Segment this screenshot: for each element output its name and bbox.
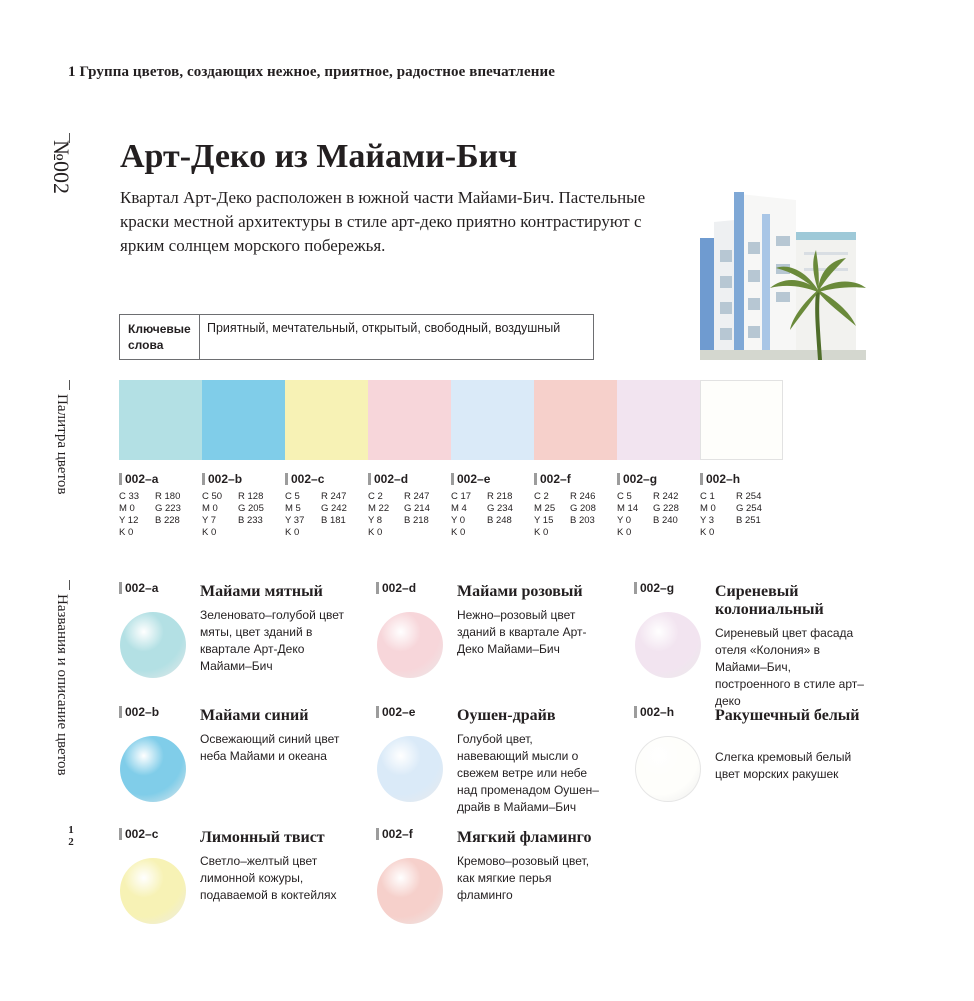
cmyk-value: K 0 bbox=[700, 527, 715, 538]
rgb-value: B 218 bbox=[404, 515, 429, 526]
color-code-text: 002–h bbox=[706, 472, 741, 486]
cmyk-value: C 17 bbox=[451, 491, 472, 502]
side-divider bbox=[69, 380, 70, 390]
cmyk-values bbox=[119, 491, 155, 539]
code-marker bbox=[119, 706, 122, 718]
color-code bbox=[700, 472, 783, 486]
code-marker bbox=[119, 828, 122, 840]
color-description: Сиреневый цвет фасада отеля «Колония» в Майами–Бич, построенного в стиле арт–деко bbox=[715, 626, 864, 708]
cmyk-value: M 5 bbox=[285, 503, 301, 514]
cmyk-value: Y 8 bbox=[368, 515, 383, 526]
rgb-value: R 247 bbox=[404, 491, 430, 502]
color-code bbox=[617, 472, 700, 486]
color-name: Майами розовый bbox=[457, 583, 583, 600]
cmyk-value: C 33 bbox=[119, 491, 140, 502]
color-code bbox=[534, 472, 617, 486]
color-values bbox=[368, 491, 451, 539]
color-code bbox=[119, 827, 199, 841]
swatch-002-g bbox=[617, 380, 700, 460]
color-code-text: 002–c bbox=[291, 472, 325, 486]
color-code bbox=[451, 472, 534, 486]
color-values bbox=[202, 491, 285, 539]
code-marker bbox=[368, 473, 371, 485]
color-sphere-icon bbox=[635, 736, 701, 802]
color-values bbox=[700, 491, 783, 539]
code-marker bbox=[119, 582, 122, 594]
cmyk-value: M 0 bbox=[202, 503, 218, 514]
keywords-value: Приятный, мечтательный, открытый, свободный, воздушный bbox=[207, 321, 561, 335]
color-sphere-icon bbox=[377, 736, 443, 802]
page-number-2: 2 bbox=[68, 836, 74, 848]
rgb-values bbox=[404, 491, 430, 539]
cmyk-value: C 1 bbox=[700, 491, 715, 502]
color-values bbox=[617, 491, 700, 539]
color-code-text: 002–h bbox=[640, 705, 675, 719]
cmyk-value: K 0 bbox=[285, 527, 300, 538]
palette-section-text: Палитра цветов bbox=[54, 394, 70, 495]
color-values bbox=[534, 491, 617, 539]
color-sphere-icon bbox=[120, 612, 186, 678]
cmyk-value: M 14 bbox=[617, 503, 639, 514]
color-description: Освежающий синий цвет неба Майами и океана bbox=[200, 732, 340, 763]
cmyk-value: C 2 bbox=[368, 491, 383, 502]
rgb-value: G 214 bbox=[404, 503, 430, 514]
color-code-text: 002–e bbox=[382, 705, 416, 719]
cmyk-value: K 0 bbox=[202, 527, 217, 538]
color-code-text: 002–a bbox=[125, 472, 159, 486]
rgb-value: B 203 bbox=[570, 515, 595, 526]
color-values bbox=[451, 491, 534, 539]
color-code bbox=[634, 581, 714, 595]
cmyk-value: K 0 bbox=[368, 527, 383, 538]
page-title: Арт-Деко из Майами-Бич bbox=[120, 138, 518, 175]
color-code-text: 002–f bbox=[382, 827, 413, 841]
cmyk-values bbox=[617, 491, 653, 539]
rgb-value: R 180 bbox=[155, 491, 181, 502]
color-code bbox=[119, 581, 199, 595]
page-number-1: 1 bbox=[68, 824, 74, 836]
color-code-text: 002–c bbox=[125, 827, 159, 841]
rgb-values bbox=[321, 491, 347, 539]
color-description: Кремово–розовый цвет, как мягкие перья фламинго bbox=[457, 854, 590, 902]
color-code-text: 002–a bbox=[125, 581, 159, 595]
color-name: Ракушечный белый bbox=[715, 707, 860, 724]
cmyk-value: C 2 bbox=[534, 491, 549, 502]
cmyk-values bbox=[202, 491, 238, 539]
rgb-value: B 228 bbox=[155, 515, 180, 526]
color-code bbox=[285, 472, 368, 486]
keywords-box bbox=[119, 314, 594, 360]
code-marker bbox=[617, 473, 620, 485]
side-divider bbox=[69, 580, 70, 590]
palette-code-column bbox=[451, 472, 534, 539]
cmyk-value: M 4 bbox=[451, 503, 467, 514]
swatch-002-b bbox=[202, 380, 285, 460]
cmyk-values bbox=[451, 491, 487, 539]
cmyk-value: K 0 bbox=[617, 527, 632, 538]
rgb-value: B 240 bbox=[653, 515, 678, 526]
color-description: Зеленовато–голубой цвет мяты, цвет зданий в квартале Арт-Деко Майами–Бич bbox=[200, 608, 344, 673]
rgb-value: R 128 bbox=[238, 491, 264, 502]
cmyk-value: M 25 bbox=[534, 503, 556, 514]
code-marker bbox=[376, 706, 379, 718]
palette-section-label bbox=[54, 394, 84, 514]
rgb-values bbox=[570, 491, 596, 539]
cmyk-value: M 0 bbox=[700, 503, 716, 514]
color-code-text: 002–e bbox=[457, 472, 491, 486]
color-code-text: 002–b bbox=[208, 472, 243, 486]
rgb-value: G 228 bbox=[653, 503, 679, 514]
cmyk-values bbox=[368, 491, 404, 539]
cmyk-values bbox=[285, 491, 321, 539]
color-code bbox=[634, 705, 714, 719]
color-code-text: 002–f bbox=[540, 472, 571, 486]
entry-number bbox=[49, 140, 94, 212]
rgb-value: R 254 bbox=[736, 491, 762, 502]
entry-number-text: №002 bbox=[49, 140, 74, 194]
rgb-value: G 223 bbox=[155, 503, 181, 514]
palette-code-column bbox=[202, 472, 285, 539]
code-marker bbox=[376, 828, 379, 840]
swatch-002-f bbox=[534, 380, 617, 460]
color-code bbox=[119, 472, 202, 486]
code-marker bbox=[700, 473, 703, 485]
color-sphere-icon bbox=[377, 858, 443, 924]
rgb-value: R 242 bbox=[653, 491, 679, 502]
code-marker bbox=[451, 473, 454, 485]
color-sphere-icon bbox=[377, 612, 443, 678]
intro-paragraph: Квартал Арт-Деко расположен в южной части Майами-Бич. Пастельные краски местной архитектуры в стиле арт-деко приятно контрастируют с ярким солнцем морского побережья. bbox=[120, 188, 646, 255]
color-code bbox=[376, 581, 456, 595]
cmyk-value: Y 0 bbox=[617, 515, 632, 526]
rgb-value: B 248 bbox=[487, 515, 512, 526]
palette-code-column bbox=[285, 472, 368, 539]
color-name: Майами синий bbox=[200, 707, 309, 724]
swatch-002-h bbox=[700, 380, 783, 460]
rgb-value: G 254 bbox=[736, 503, 762, 514]
swatch-002-e bbox=[451, 380, 534, 460]
code-marker bbox=[202, 473, 205, 485]
rgb-values bbox=[155, 491, 181, 539]
cmyk-value: Y 0 bbox=[451, 515, 466, 526]
color-name: Майами мятный bbox=[200, 583, 323, 600]
color-code bbox=[376, 705, 456, 719]
rgb-value: B 233 bbox=[238, 515, 263, 526]
cmyk-value: C 5 bbox=[617, 491, 632, 502]
cmyk-value: Y 7 bbox=[202, 515, 217, 526]
art-deco-photo bbox=[700, 180, 866, 360]
cmyk-value: M 22 bbox=[368, 503, 390, 514]
rgb-value: B 181 bbox=[321, 515, 346, 526]
cmyk-value: K 0 bbox=[534, 527, 549, 538]
color-description: Светло–желтый цвет лимонной кожуры, подаваемой в коктейлях bbox=[200, 854, 337, 902]
rgb-value: R 246 bbox=[570, 491, 596, 502]
keywords-label: Ключевые слова bbox=[120, 315, 200, 359]
code-marker bbox=[376, 582, 379, 594]
code-marker bbox=[285, 473, 288, 485]
color-sphere-icon bbox=[635, 612, 701, 678]
cmyk-value: Y 15 bbox=[534, 515, 554, 526]
palette-code-column bbox=[700, 472, 783, 539]
color-sphere-icon bbox=[120, 736, 186, 802]
color-description: Голубой цвет, навевающий мысли о свежем ветре или небе над променадом Оушен–драйв в Майами–Бич bbox=[457, 732, 599, 814]
color-name: Оушен-драйв bbox=[457, 707, 556, 724]
color-description: Слегка кремовый белый цвет морских ракушек bbox=[715, 750, 852, 781]
code-marker bbox=[119, 473, 122, 485]
rgb-values bbox=[736, 491, 762, 539]
cmyk-value: M 0 bbox=[119, 503, 135, 514]
swatch-002-d bbox=[368, 380, 451, 460]
color-code-text: 002–b bbox=[125, 705, 160, 719]
palette-code-column bbox=[617, 472, 700, 539]
rgb-value: R 218 bbox=[487, 491, 513, 502]
rgb-value: R 247 bbox=[321, 491, 347, 502]
color-code-text: 002–d bbox=[382, 581, 417, 595]
color-code bbox=[376, 827, 456, 841]
color-name: Лимонный твист bbox=[200, 829, 325, 846]
swatch-002-c bbox=[285, 380, 368, 460]
code-marker bbox=[634, 582, 637, 594]
color-code-text: 002–g bbox=[623, 472, 658, 486]
cmyk-value: C 50 bbox=[202, 491, 223, 502]
cmyk-value: Y 12 bbox=[119, 515, 139, 526]
rgb-value: G 242 bbox=[321, 503, 347, 514]
cmyk-value: Y 37 bbox=[285, 515, 305, 526]
color-code bbox=[202, 472, 285, 486]
rgb-value: G 208 bbox=[570, 503, 596, 514]
rgb-value: G 205 bbox=[238, 503, 264, 514]
chapter-header: 1 Группа цветов, создающих нежное, приятное, радостное впечатление bbox=[68, 64, 555, 80]
page-numbers bbox=[66, 824, 76, 848]
rgb-values bbox=[487, 491, 513, 539]
cmyk-value: Y 3 bbox=[700, 515, 715, 526]
names-section-label bbox=[54, 594, 84, 809]
color-code bbox=[368, 472, 451, 486]
rgb-values bbox=[238, 491, 264, 539]
code-marker bbox=[634, 706, 637, 718]
rgb-value: B 251 bbox=[736, 515, 761, 526]
names-section-text: Названия и описание цветов bbox=[54, 594, 70, 776]
cmyk-value: K 0 bbox=[451, 527, 466, 538]
cmyk-value: K 0 bbox=[119, 527, 134, 538]
color-code-text: 002–d bbox=[374, 472, 409, 486]
cmyk-value: C 5 bbox=[285, 491, 300, 502]
palette-code-column bbox=[534, 472, 617, 539]
color-description: Нежно–розовый цвет зданий в квартале Арт-Деко Майами–Бич bbox=[457, 608, 587, 656]
color-code bbox=[119, 705, 199, 719]
cmyk-values bbox=[534, 491, 570, 539]
color-values bbox=[119, 491, 202, 539]
color-name: Мягкий фламинго bbox=[457, 829, 592, 846]
palette-code-column bbox=[368, 472, 451, 539]
rgb-value: G 234 bbox=[487, 503, 513, 514]
color-code-text: 002–g bbox=[640, 581, 675, 595]
palette-code-column bbox=[119, 472, 202, 539]
color-values bbox=[285, 491, 368, 539]
rgb-values bbox=[653, 491, 679, 539]
color-sphere-icon bbox=[120, 858, 186, 924]
color-name: Сиреневый колониальный bbox=[715, 583, 824, 618]
swatch-002-a bbox=[119, 380, 202, 460]
palette-strip bbox=[119, 380, 783, 460]
cmyk-values bbox=[700, 491, 736, 539]
code-marker bbox=[534, 473, 537, 485]
